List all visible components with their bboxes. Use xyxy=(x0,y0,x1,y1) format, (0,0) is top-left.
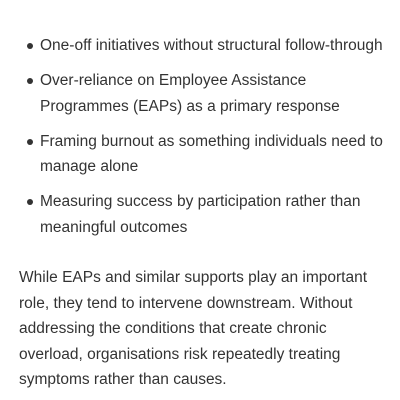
list-item-text: One-off initiatives without structural follow-through xyxy=(40,37,383,54)
bullet-dot-icon xyxy=(27,139,33,145)
body-paragraph: While EAPs and similar supports play an important role, they tend to intervene downstream. Without addressing the conditions that create chronic overload, organisations risk repeatedly treating symptoms rather than causes. xyxy=(19,269,368,388)
list-item xyxy=(0,68,400,119)
bullet-dot-icon xyxy=(27,78,33,84)
list-item-text: Over-reliance on Employee Assistance Programmes (EAPs) as a primary response xyxy=(40,72,340,115)
bullet-dot-icon xyxy=(27,199,33,205)
list-item xyxy=(0,189,400,240)
list-item-text: Measuring success by participation rather than meaningful outcomes xyxy=(40,193,361,236)
list-item xyxy=(0,129,400,180)
list-item-text: Framing burnout as something individuals need to manage alone xyxy=(40,132,383,175)
list-item xyxy=(0,33,400,59)
bullet-dot-icon xyxy=(27,43,33,49)
bullet-list xyxy=(0,33,400,250)
